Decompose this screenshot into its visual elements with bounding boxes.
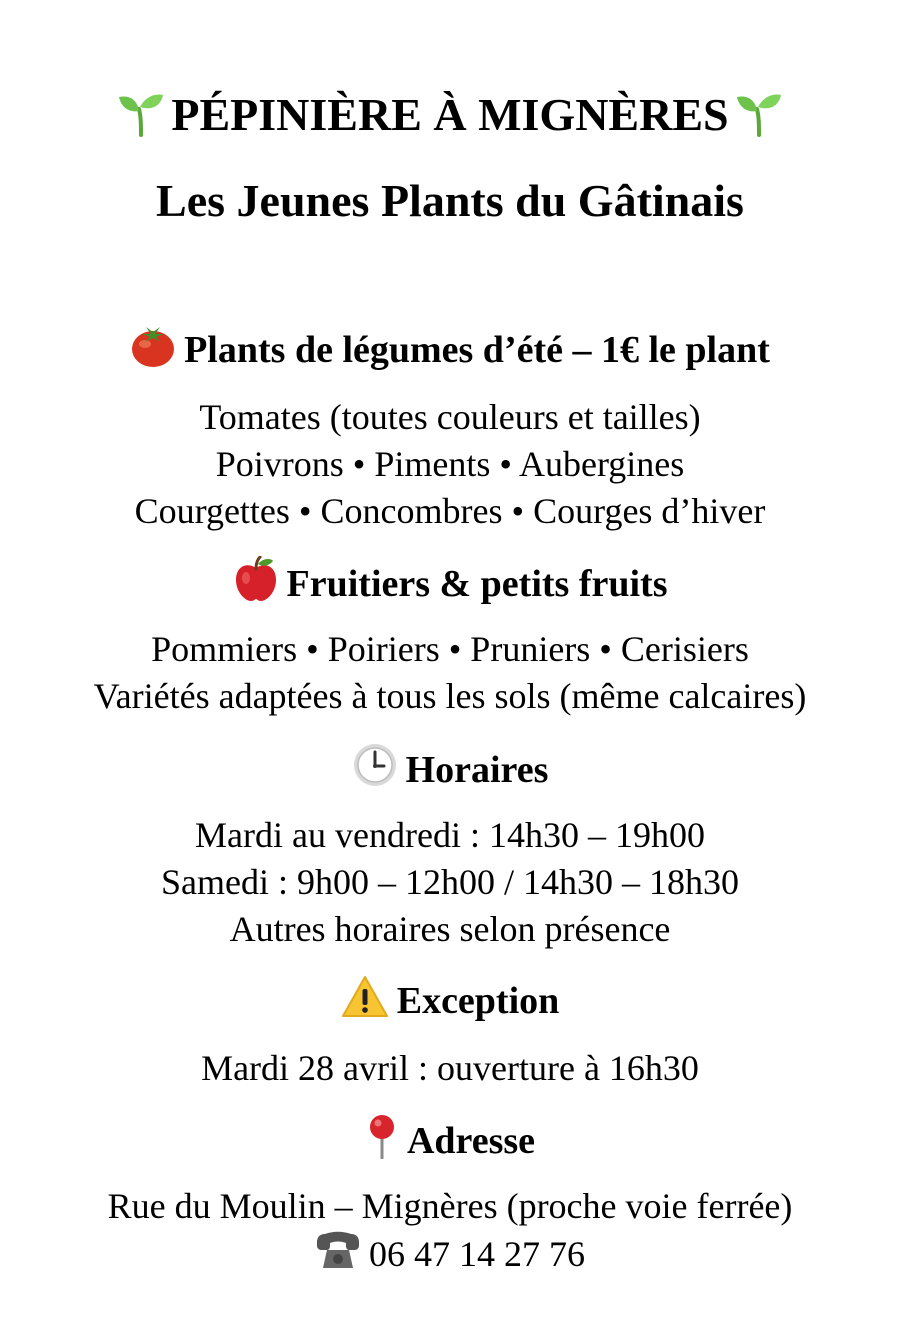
address-heading-text: Adresse [406, 1120, 536, 1162]
seedling-icon [117, 89, 165, 149]
exception-heading [0, 975, 900, 1030]
phone-icon [315, 1230, 361, 1283]
vegetables-line-2: Poivrons • Piments • Aubergines [215, 444, 685, 484]
phone-line [0, 1230, 900, 1283]
vegetables-line-3: Courgettes • Concombres • Courges d’hiver [134, 491, 766, 531]
tomato-icon [130, 324, 176, 379]
address-heading [0, 1113, 900, 1170]
hours-heading-text: Horaires [405, 749, 549, 791]
title-text: PÉPINIÈRE À MIGNÈRES [171, 89, 729, 140]
hours-line-2: Samedi : 9h00 – 12h00 / 14h30 – 18h30 [161, 862, 739, 902]
hours-line-3: Autres horaires selon présence [229, 909, 671, 949]
exception-line-1: Mardi 28 avril : ouverture à 16h30 [201, 1048, 699, 1088]
seedling-icon [735, 89, 783, 149]
pin-icon [365, 1113, 399, 1170]
flyer-title [0, 88, 900, 149]
phone-number: 06 47 14 27 76 [369, 1234, 585, 1274]
address-line: Rue du Moulin – Mignères (proche voie ferrée) [107, 1186, 793, 1226]
fruits-line-1: Pommiers • Poiriers • Pruniers • Cerisiers [151, 629, 749, 669]
vegetables-line-1: Tomates (toutes couleurs et tailles) [199, 397, 701, 437]
hours-heading [0, 742, 900, 799]
fruits-heading-text: Fruitiers & petits fruits [286, 563, 668, 605]
exception-heading-text: Exception [396, 980, 560, 1022]
clock-icon [352, 742, 398, 799]
vegetables-heading-text: Plants de légumes d’été – 1€ le plant [184, 329, 770, 371]
fruits-heading [0, 556, 900, 613]
hours-line-1: Mardi au vendredi : 14h30 – 19h00 [195, 815, 705, 855]
apple-icon [233, 556, 279, 613]
flyer-subtitle: Les Jeunes Plants du Gâtinais [156, 175, 744, 226]
vegetables-heading [0, 324, 900, 379]
warning-icon [341, 975, 389, 1030]
fruits-line-2: Variétés adaptées à tous les sols (même calcaires) [93, 676, 807, 716]
